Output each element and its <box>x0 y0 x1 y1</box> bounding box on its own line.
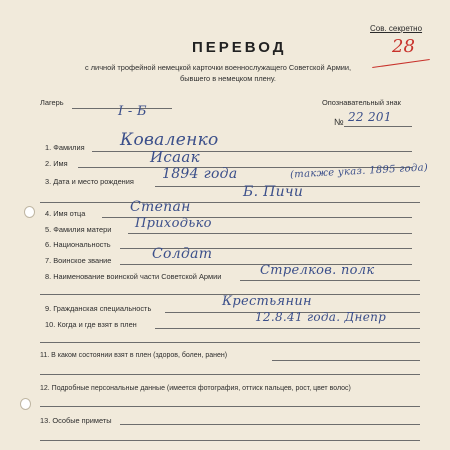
field-name-label: 2. Имя <box>45 159 68 168</box>
field-profession-label: 9. Гражданская специальность <box>45 304 152 313</box>
field-birth-line2 <box>40 202 420 203</box>
field-condition-label: 11. В каком состоянии взят в плен (здоров, болен, ранен) <box>40 352 228 359</box>
field-captured-line <box>155 328 420 329</box>
page-number-underline <box>372 59 430 68</box>
field-birth-value: 1894 года <box>162 166 238 182</box>
field-surname-label: 1. Фамилия <box>45 143 85 152</box>
field-captured-label: 10. Когда и где взят в плен <box>45 320 137 329</box>
field-captured-line2 <box>40 342 420 343</box>
field-nationality-label: 6. Национальность <box>45 240 111 249</box>
field-profession-value: Крестьянин <box>222 294 312 309</box>
id-value: 22 201 <box>348 110 392 124</box>
field-marks-label: 13. Особые приметы <box>40 416 112 425</box>
secret-stamp <box>370 24 422 33</box>
document-subtitle-line2: бывшего в немецком плену. <box>180 74 276 83</box>
camp-value: I - Б <box>118 104 147 119</box>
field-unit-value: Стрелков. полк <box>260 263 375 278</box>
field-father-label: 4. Имя отца <box>45 209 86 218</box>
field-condition-line <box>272 360 420 361</box>
field-surname-value: Коваленко <box>120 130 219 150</box>
document-subtitle-line1: с личной трофейной немецкой карточки военнослужащего Советской Армии, <box>85 63 352 72</box>
page-number: 28 <box>392 36 415 57</box>
field-birth-label: 3. Дата и место рождения <box>45 177 134 186</box>
field-condition-line2 <box>40 374 420 375</box>
field-marks-line <box>120 424 420 425</box>
field-rank-label: 7. Воинское звание <box>45 256 112 265</box>
id-prefix: № <box>334 117 344 127</box>
id-underline <box>344 126 412 127</box>
field-personal-data-line <box>40 406 420 407</box>
field-unit-label: 8. Наименование воинской части Советской Армии <box>45 272 222 281</box>
field-name-value: Исаак <box>150 148 200 166</box>
field-birth-extra: (также указ. 1895 года) <box>289 162 429 181</box>
field-mother-label: 5. Фамилия матери <box>45 225 112 234</box>
field-mother-value: Приходько <box>135 216 212 231</box>
punch-hole-top <box>24 206 35 218</box>
punch-hole-bottom <box>20 398 31 410</box>
field-personal-data-label: 12. Подробные персональные данные (имеется фотография, оттиск пальцев, рост, цвет волос) <box>40 385 351 392</box>
document-title: ПЕРЕВОД <box>192 39 287 56</box>
field-unit-line <box>240 280 420 281</box>
field-birth-place: Б. Пичи <box>243 184 304 200</box>
field-marks-line2 <box>40 440 420 441</box>
camp-label: Лагерь <box>40 98 64 107</box>
field-captured-value: 12.8.41 года. Днепр <box>255 310 387 324</box>
field-mother-line <box>128 233 412 234</box>
secret-label: Сов. секретно <box>370 24 423 33</box>
field-father-value: Степан <box>130 199 191 215</box>
field-rank-value: Солдат <box>152 246 213 262</box>
id-label: Опознавательный знак <box>322 98 401 107</box>
field-surname-line <box>92 151 412 152</box>
